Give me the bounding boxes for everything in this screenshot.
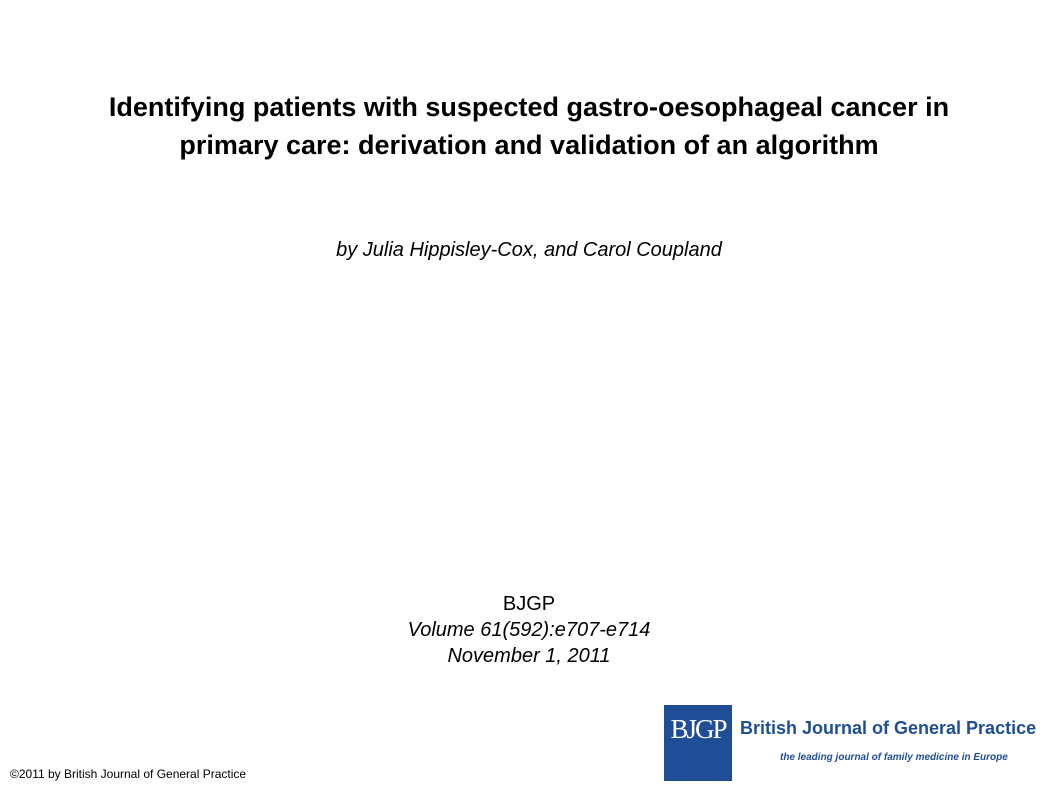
bjgp-logo-tagline: the leading journal of family medicine in Europe [780,752,1008,763]
bjgp-logo-mark: BJGP [664,705,732,781]
copyright-notice: ©2011 by British Journal of General Practice [10,767,247,781]
article-title: Identifying patients with suspected gastro-oesophageal cancer in primary care: derivation and validation of an algorithm [108,92,950,160]
citation-block [0,591,1058,669]
volume-info: Volume 61(592):e707-e714 [407,619,651,641]
article-authors: by Julia Hippisley-Cox, and Carol Coupland [336,239,722,261]
publication-date: November 1, 2011 [447,645,611,667]
bjgp-logo [664,705,1036,781]
bjgp-logo-name: British Journal of General Practice [740,718,1037,738]
journal-name: BJGP [502,593,556,615]
